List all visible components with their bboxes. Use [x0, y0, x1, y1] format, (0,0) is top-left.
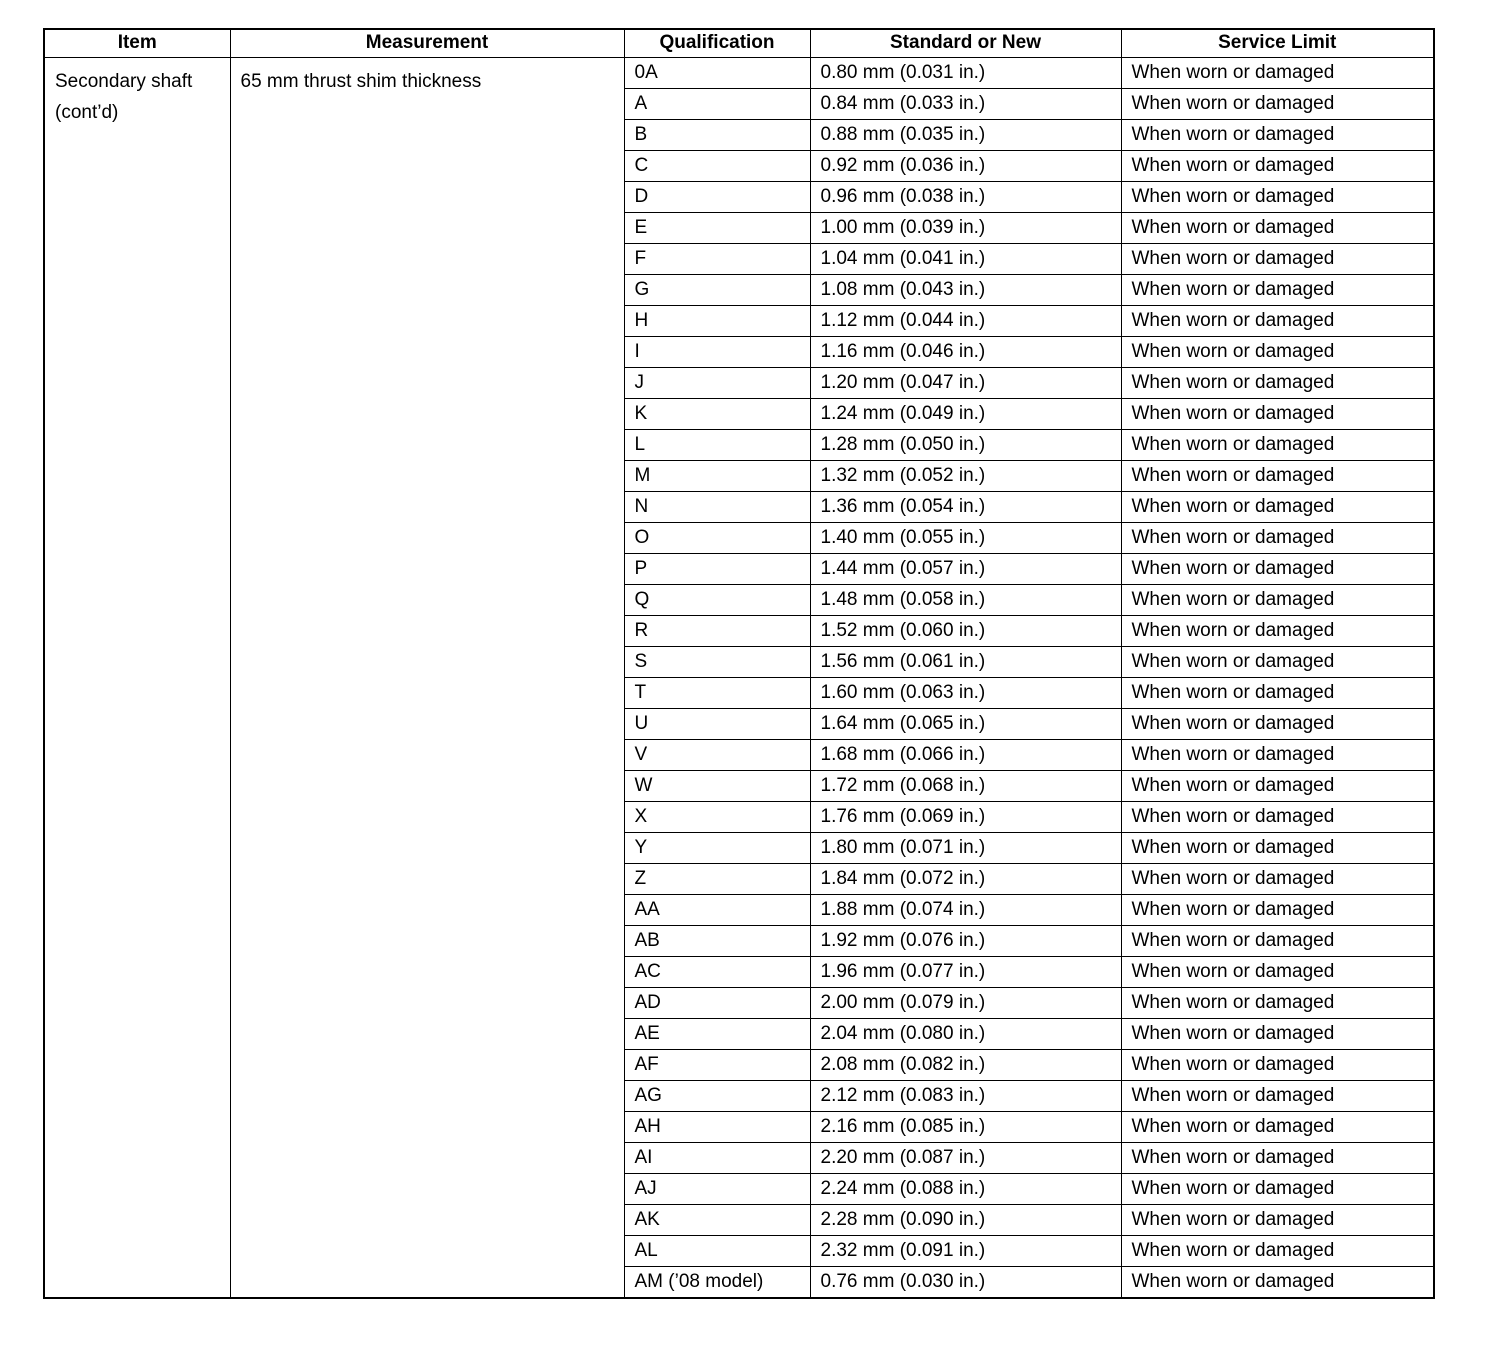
header-row — [44, 29, 1434, 58]
standard-cell: 1.28 mm (0.050 in.) — [810, 430, 1121, 461]
qualification-cell: A — [624, 89, 810, 120]
standard-cell: 1.68 mm (0.066 in.) — [810, 740, 1121, 771]
table-body — [44, 58, 1434, 1299]
standard-cell: 1.00 mm (0.039 in.) — [810, 213, 1121, 244]
service-limit-cell: When worn or damaged — [1121, 1236, 1434, 1267]
service-limit-cell: When worn or damaged — [1121, 926, 1434, 957]
qualification-cell: E — [624, 213, 810, 244]
standard-cell: 2.28 mm (0.090 in.) — [810, 1205, 1121, 1236]
standard-cell: 1.24 mm (0.049 in.) — [810, 399, 1121, 430]
service-limit-cell: When worn or damaged — [1121, 244, 1434, 275]
qualification-cell: N — [624, 492, 810, 523]
qualification-cell: AA — [624, 895, 810, 926]
service-limit-cell: When worn or damaged — [1121, 523, 1434, 554]
qualification-cell: D — [624, 182, 810, 213]
header-service-limit: Service Limit — [1121, 29, 1434, 58]
standard-cell: 1.44 mm (0.057 in.) — [810, 554, 1121, 585]
standard-cell: 1.64 mm (0.065 in.) — [810, 709, 1121, 740]
service-limit-cell: When worn or damaged — [1121, 957, 1434, 988]
qualification-cell: T — [624, 678, 810, 709]
standard-cell: 0.96 mm (0.038 in.) — [810, 182, 1121, 213]
standard-cell: 1.40 mm (0.055 in.) — [810, 523, 1121, 554]
qualification-cell: Z — [624, 864, 810, 895]
service-limit-cell: When worn or damaged — [1121, 275, 1434, 306]
qualification-cell: AJ — [624, 1174, 810, 1205]
standard-cell: 1.72 mm (0.068 in.) — [810, 771, 1121, 802]
qualification-cell: Y — [624, 833, 810, 864]
standard-cell: 0.84 mm (0.033 in.) — [810, 89, 1121, 120]
service-limit-cell: When worn or damaged — [1121, 771, 1434, 802]
qualification-cell: H — [624, 306, 810, 337]
qualification-cell: AE — [624, 1019, 810, 1050]
service-limit-cell: When worn or damaged — [1121, 616, 1434, 647]
qualification-cell: V — [624, 740, 810, 771]
service-limit-cell: When worn or damaged — [1121, 306, 1434, 337]
service-limit-cell: When worn or damaged — [1121, 399, 1434, 430]
standard-cell: 2.32 mm (0.091 in.) — [810, 1236, 1121, 1267]
qualification-cell: 0A — [624, 58, 810, 89]
service-limit-cell: When worn or damaged — [1121, 89, 1434, 120]
qualification-cell: G — [624, 275, 810, 306]
service-limit-cell: When worn or damaged — [1121, 895, 1434, 926]
standard-cell: 1.60 mm (0.063 in.) — [810, 678, 1121, 709]
header-qualification: Qualification — [624, 29, 810, 58]
service-limit-cell: When worn or damaged — [1121, 1019, 1434, 1050]
service-limit-cell: When worn or damaged — [1121, 740, 1434, 771]
qualification-cell: AG — [624, 1081, 810, 1112]
standard-cell: 1.36 mm (0.054 in.) — [810, 492, 1121, 523]
service-limit-cell: When worn or damaged — [1121, 554, 1434, 585]
standard-cell: 1.76 mm (0.069 in.) — [810, 802, 1121, 833]
table-header — [44, 29, 1434, 58]
qualification-cell: P — [624, 554, 810, 585]
standard-cell: 2.24 mm (0.088 in.) — [810, 1174, 1121, 1205]
qualification-cell: C — [624, 151, 810, 182]
service-limit-cell: When worn or damaged — [1121, 1081, 1434, 1112]
service-limit-cell: When worn or damaged — [1121, 213, 1434, 244]
service-limit-cell: When worn or damaged — [1121, 1143, 1434, 1174]
standard-cell: 2.04 mm (0.080 in.) — [810, 1019, 1121, 1050]
service-limit-cell: When worn or damaged — [1121, 492, 1434, 523]
qualification-cell: B — [624, 120, 810, 151]
standard-cell: 2.16 mm (0.085 in.) — [810, 1112, 1121, 1143]
service-limit-cell: When worn or damaged — [1121, 709, 1434, 740]
service-limit-cell: When worn or damaged — [1121, 802, 1434, 833]
qualification-cell: AL — [624, 1236, 810, 1267]
service-limit-cell: When worn or damaged — [1121, 647, 1434, 678]
service-limit-cell: When worn or damaged — [1121, 368, 1434, 399]
qualification-cell: O — [624, 523, 810, 554]
qualification-cell: AM (’08 model) — [624, 1267, 810, 1299]
qualification-cell: AH — [624, 1112, 810, 1143]
service-limit-cell: When worn or damaged — [1121, 1267, 1434, 1299]
header-standard: Standard or New — [810, 29, 1121, 58]
qualification-cell: W — [624, 771, 810, 802]
service-limit-cell: When worn or damaged — [1121, 1174, 1434, 1205]
qualification-cell: AC — [624, 957, 810, 988]
item-line-2: (cont’d) — [55, 102, 119, 124]
service-limit-cell: When worn or damaged — [1121, 151, 1434, 182]
service-limit-cell: When worn or damaged — [1121, 58, 1434, 89]
spec-table — [43, 28, 1435, 1299]
standard-cell: 0.88 mm (0.035 in.) — [810, 120, 1121, 151]
standard-cell: 1.96 mm (0.077 in.) — [810, 957, 1121, 988]
service-limit-cell: When worn or damaged — [1121, 678, 1434, 709]
standard-cell: 1.20 mm (0.047 in.) — [810, 368, 1121, 399]
service-limit-cell: When worn or damaged — [1121, 833, 1434, 864]
standard-cell: 1.52 mm (0.060 in.) — [810, 616, 1121, 647]
standard-cell: 1.12 mm (0.044 in.) — [810, 306, 1121, 337]
qualification-cell: S — [624, 647, 810, 678]
standard-cell: 0.92 mm (0.036 in.) — [810, 151, 1121, 182]
standard-cell: 2.20 mm (0.087 in.) — [810, 1143, 1121, 1174]
qualification-cell: AI — [624, 1143, 810, 1174]
standard-cell: 1.48 mm (0.058 in.) — [810, 585, 1121, 616]
standard-cell: 1.32 mm (0.052 in.) — [810, 461, 1121, 492]
table-row — [44, 58, 1434, 89]
standard-cell: 1.08 mm (0.043 in.) — [810, 275, 1121, 306]
standard-cell: 1.88 mm (0.074 in.) — [810, 895, 1121, 926]
qualification-cell: R — [624, 616, 810, 647]
standard-cell: 1.04 mm (0.041 in.) — [810, 244, 1121, 275]
service-limit-cell: When worn or damaged — [1121, 182, 1434, 213]
qualification-cell: AK — [624, 1205, 810, 1236]
service-limit-cell: When worn or damaged — [1121, 461, 1434, 492]
standard-cell: 1.56 mm (0.061 in.) — [810, 647, 1121, 678]
standard-cell: 0.80 mm (0.031 in.) — [810, 58, 1121, 89]
standard-cell: 2.12 mm (0.083 in.) — [810, 1081, 1121, 1112]
qualification-cell: L — [624, 430, 810, 461]
item-line-1: Secondary shaft — [55, 71, 193, 92]
standard-cell: 1.84 mm (0.072 in.) — [810, 864, 1121, 895]
standard-cell: 2.00 mm (0.079 in.) — [810, 988, 1121, 1019]
qualification-cell: AB — [624, 926, 810, 957]
header-measurement: Measurement — [230, 29, 624, 58]
header-item: Item — [44, 29, 230, 58]
qualification-cell: J — [624, 368, 810, 399]
service-limit-cell: When worn or damaged — [1121, 337, 1434, 368]
qualification-cell: F — [624, 244, 810, 275]
qualification-cell: AF — [624, 1050, 810, 1081]
qualification-cell: AD — [624, 988, 810, 1019]
service-limit-cell: When worn or damaged — [1121, 864, 1434, 895]
service-limit-cell: When worn or damaged — [1121, 1112, 1434, 1143]
service-limit-cell: When worn or damaged — [1121, 1050, 1434, 1081]
qualification-cell: M — [624, 461, 810, 492]
standard-cell: 1.80 mm (0.071 in.) — [810, 833, 1121, 864]
standard-cell: 0.76 mm (0.030 in.) — [810, 1267, 1121, 1299]
service-limit-cell: When worn or damaged — [1121, 430, 1434, 461]
measurement-cell: 65 mm thrust shim thickness — [230, 58, 624, 1299]
standard-cell: 1.92 mm (0.076 in.) — [810, 926, 1121, 957]
item-cell — [44, 58, 230, 1299]
qualification-cell: Q — [624, 585, 810, 616]
service-limit-cell: When worn or damaged — [1121, 988, 1434, 1019]
service-limit-cell: When worn or damaged — [1121, 120, 1434, 151]
service-limit-cell: When worn or damaged — [1121, 1205, 1434, 1236]
qualification-cell: I — [624, 337, 810, 368]
standard-cell: 1.16 mm (0.046 in.) — [810, 337, 1121, 368]
qualification-cell: X — [624, 802, 810, 833]
qualification-cell: K — [624, 399, 810, 430]
service-limit-cell: When worn or damaged — [1121, 585, 1434, 616]
standard-cell: 2.08 mm (0.082 in.) — [810, 1050, 1121, 1081]
qualification-cell: U — [624, 709, 810, 740]
